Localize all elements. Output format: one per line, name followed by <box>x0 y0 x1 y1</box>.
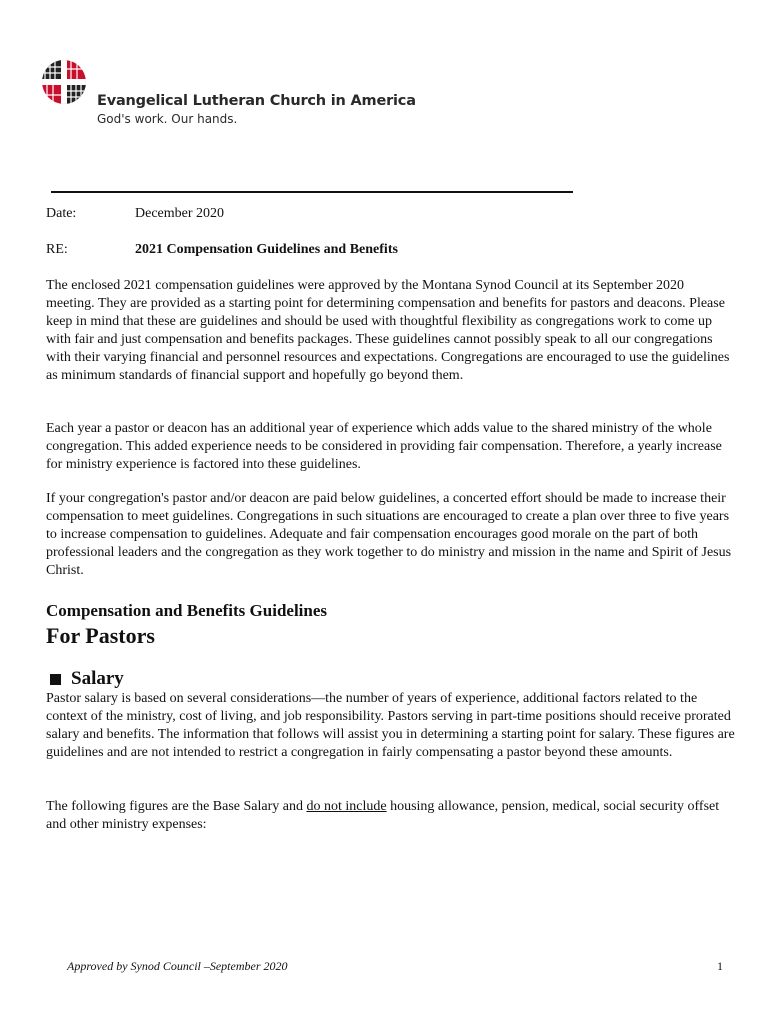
section-heading: Compensation and Benefits Guidelines <box>46 601 328 620</box>
intro-paragraph-1: The enclosed 2021 compensation guidelines were approved by the Montana Synod Council at its September 2020 meeting. They are provided as a starting point for determining compensation and benefits for pastors and deacons. Please keep in mind that these are guidelines and should be used with thoughtful flexibility as congregations work to come up with fair and just compensation and benefits packages. These guidelines cannot possibly speak to all our congregations with their varying financial and personnel resources and expectations. Congregations are encouraged to use the guidelines as minimum standards of financial support and hopefully go beyond them. <box>46 278 730 383</box>
intro-paragraph-3: If your congregation's pastor and/or deacon are paid below guidelines, a concerted effort should be made to increase their compensation to meet guidelines. Congregations in such situations are encouraged to create a plan over three to five years to increase compensation to guidelines. Adequate and fair compensation encourages good morale on the part of both professional leaders and the congregation as they work together to do ministry and mission in the name and Spirit of Jesus Christ. <box>46 491 732 578</box>
square-bullet-icon <box>50 674 61 685</box>
underlined-phrase: do not include <box>306 799 387 814</box>
footer-approval-note: Approved by Synod Council –September 2020 <box>67 959 288 973</box>
elca-cross-logo-icon <box>41 59 87 105</box>
salary-paragraph: Pastor salary is based on several considerations—the number of years of experience, additional factors related to the context of the ministry, cost of living, and job responsibility. Pastors serving in part-time positions should receive prorated salary and benefits. The information that follows will assist you in determining a starting point for salary. These figures are guidelines and are not intended to restrict a congregation in fairly compensating a pastor beyond these amounts. <box>46 691 735 760</box>
section-subheading: For Pastors <box>46 623 155 648</box>
salary-heading: Salary <box>71 668 124 689</box>
re-label: RE: <box>46 242 68 257</box>
intro-paragraph-2: Each year a pastor or deacon has an additional year of experience which adds value to the shared ministry of the whole congregation. This added experience needs to be considered in providing fair compensation. Therefore, a yearly increase for ministry experience is factored into these guidelines. <box>46 421 722 472</box>
page-number: 1 <box>717 959 723 973</box>
header-divider <box>51 191 573 193</box>
base-salary-text-start: The following figures are the Base Salary and <box>46 799 307 814</box>
salary-heading-row <box>50 668 124 690</box>
base-salary-text-end: housing allowance, pension, medical, social security offset and other ministry expenses: <box>46 799 720 832</box>
date-label: Date: <box>46 206 77 221</box>
date-value: December 2020 <box>135 206 225 221</box>
organization-name: Evangelical Lutheran Church in America <box>97 93 416 109</box>
re-subject: 2021 Compensation Guidelines and Benefits <box>135 242 398 257</box>
base-salary-paragraph <box>46 798 736 834</box>
organization-tagline: God's work. Our hands. <box>97 112 238 126</box>
